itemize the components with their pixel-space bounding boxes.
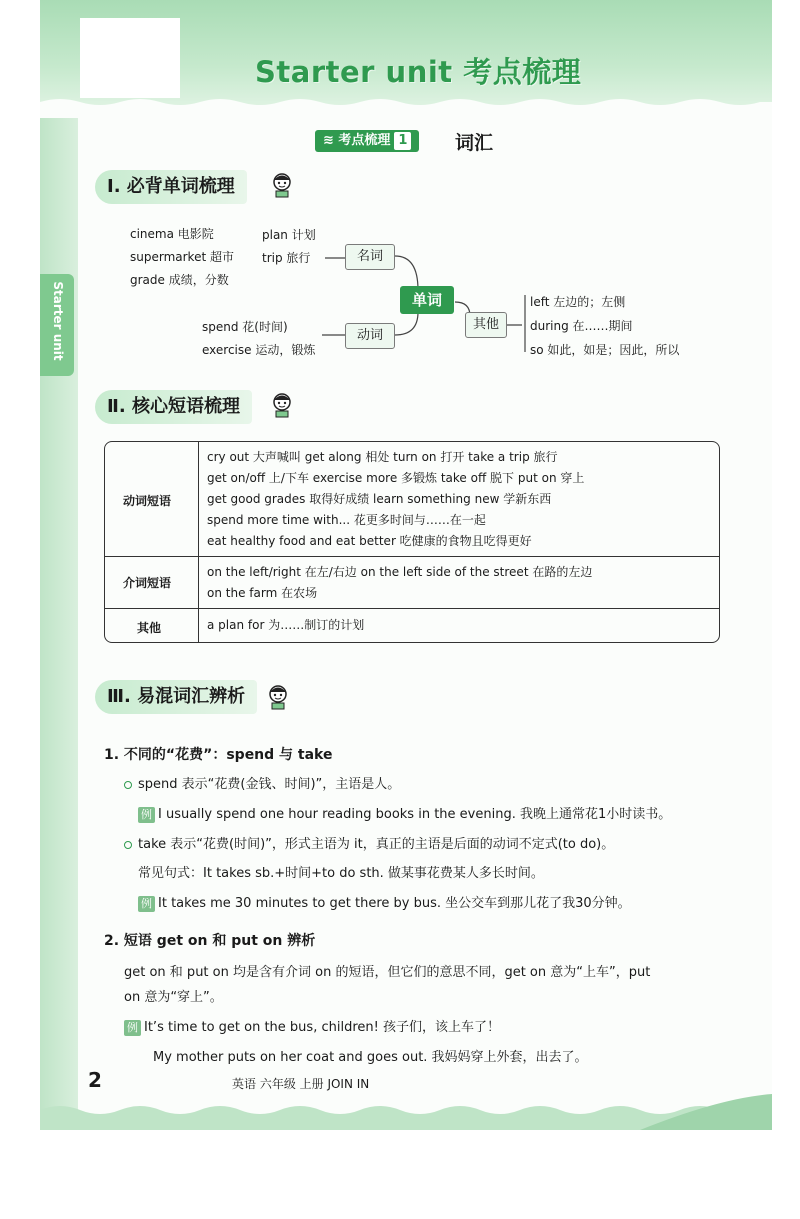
kid-icon bbox=[268, 390, 296, 418]
item-1-p2-text: take 表示“花费(时间)”，形式主语为 it，真正的主语是后面的动词不定式(to do)。 bbox=[138, 837, 615, 852]
noun-word: trip 旅行 bbox=[262, 251, 311, 265]
bullet-icon bbox=[124, 781, 132, 789]
node-verb: 动词 bbox=[345, 323, 395, 349]
item-1-ex1 bbox=[138, 803, 671, 823]
item-2-ex1-text: It’s time to get on the bus, children! 孩子们，该上车了！ bbox=[144, 1020, 500, 1035]
bullet-icon bbox=[124, 841, 132, 849]
footer-text: 英语 六年级 上册 JOIN IN bbox=[232, 1077, 370, 1091]
kid-icon bbox=[264, 682, 292, 710]
node-center: 单词 bbox=[400, 286, 454, 314]
item-1-heading: 1. 不同的“花费”：spend 与 take bbox=[104, 747, 333, 763]
phrase-line: on the farm 在农场 bbox=[207, 586, 318, 600]
example-badge: 例 bbox=[138, 807, 155, 823]
item-1-ex2 bbox=[138, 892, 631, 912]
other-word: so 如此，如是；因此，所以 bbox=[530, 343, 680, 357]
other-word: left 左边的；左侧 bbox=[530, 295, 626, 309]
noun-word: cinema 电影院 bbox=[130, 227, 214, 241]
example-badge: 例 bbox=[138, 896, 155, 912]
verb-word: spend 花(时间) bbox=[202, 320, 288, 334]
phrase-line: eat healthy food and eat better 吃健康的食物且吃得更好 bbox=[207, 534, 532, 548]
phrase-table bbox=[104, 441, 720, 643]
node-other: 其他 bbox=[465, 312, 507, 338]
page-title: Starter unit 考点梳理 bbox=[255, 55, 582, 89]
item-1-p3: 常见句式：It takes sb.+时间+to do sth. 做某事花费某人多长时间。 bbox=[138, 866, 544, 881]
item-2-ex1 bbox=[124, 1016, 500, 1036]
item-1-ex2-text: It takes me 30 minutes to get there by bus. 坐公交车到那儿花了我30分钟。 bbox=[158, 896, 631, 911]
footer-wave bbox=[40, 1092, 772, 1130]
section-3-title bbox=[95, 680, 257, 714]
noun-word: plan 计划 bbox=[262, 228, 316, 242]
page-number: 2 bbox=[88, 1068, 102, 1092]
item-2-heading: 2. 短语 get on 和 put on 辨析 bbox=[104, 933, 316, 949]
item-1-p2 bbox=[124, 833, 614, 852]
row-label: 其他 bbox=[137, 621, 162, 635]
table-label-column bbox=[105, 442, 199, 642]
verb-word: exercise 运动，锻炼 bbox=[202, 343, 316, 357]
example-badge: 例 bbox=[124, 1020, 141, 1036]
chip-number: 1 bbox=[394, 132, 411, 150]
chip-title: 词汇 bbox=[455, 132, 494, 154]
chip-label: ≋ 考点梳理 bbox=[323, 133, 391, 148]
row-label: 介词短语 bbox=[123, 576, 172, 590]
row-label: 动词短语 bbox=[123, 494, 172, 508]
phrase-line: get on/off 上/下车 exercise more 多锻炼 take off 脱下 put on 穿上 bbox=[207, 471, 585, 485]
section-2-title bbox=[95, 390, 252, 424]
other-word: during 在……期间 bbox=[530, 319, 633, 333]
phrase-line: cry out 大声喊叫 get along 相处 turn on 打开 take a trip 旅行 bbox=[207, 450, 558, 464]
item-2-ex2: My mother puts on her coat and goes out. 我妈妈穿上外套，出去了。 bbox=[153, 1050, 588, 1065]
node-noun: 名词 bbox=[345, 244, 395, 270]
phrase-line: on the left/right 在左/右边 on the left side of the street 在路的左边 bbox=[207, 565, 593, 579]
noun-word: grade 成绩，分数 bbox=[130, 273, 229, 287]
section-1-title-text: Ⅰ. 必背单词梳理 bbox=[107, 176, 235, 197]
phrase-line: get good grades 取得好成绩 learn something new 学新东西 bbox=[207, 492, 552, 506]
section-3-title-text: Ⅲ. 易混词汇辨析 bbox=[107, 686, 246, 707]
noun-word: supermarket 超市 bbox=[130, 250, 234, 264]
item-1-p1 bbox=[124, 773, 400, 792]
section-2-title-text: Ⅱ. 核心短语梳理 bbox=[107, 396, 240, 417]
item-2-p2: on 意为“穿上”。 bbox=[124, 990, 223, 1005]
side-tab-label: Starter unit bbox=[51, 281, 65, 361]
phrase-line: spend more time with... 花更多时间与……在一起 bbox=[207, 513, 486, 527]
item-2-p1: get on 和 put on 均是含有介词 on 的短语，但它们的意思不同，get on 意为“上车”，put bbox=[124, 965, 651, 980]
item-1-p1-text: spend 表示“花费(金钱、时间)”，主语是人。 bbox=[138, 777, 401, 792]
item-1-ex1-text: I usually spend one hour reading books in the evening. 我晚上通常花1小时读书。 bbox=[158, 807, 672, 822]
phrase-line: a plan for 为……制订的计划 bbox=[207, 618, 365, 632]
